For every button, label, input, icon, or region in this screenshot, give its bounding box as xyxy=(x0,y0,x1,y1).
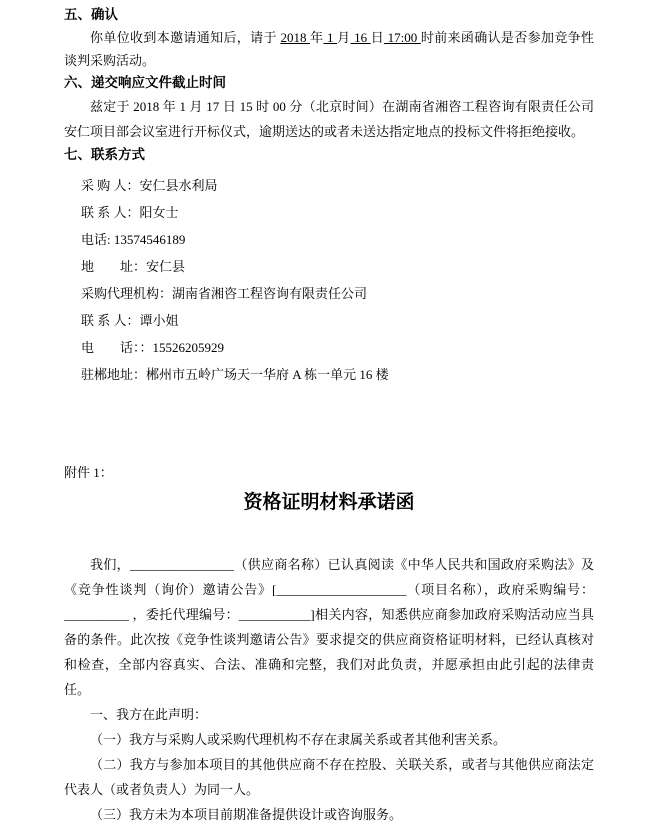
attachment-body xyxy=(64,552,594,827)
contact-line-agency-contact: 联 系 人：谭小姐 xyxy=(81,313,179,328)
contact-line-phone: 电话: 13574546189 xyxy=(81,232,186,247)
contact-line-agency-phone: 电 话：：15526205929 xyxy=(81,340,225,355)
declaration-item-1: （一）我方与采购人或采购代理机构不存在隶属关系或者其他利害关系。 xyxy=(90,732,507,747)
declaration-item-2: （二）我方与参加本项目的其他供应商不存在控股、关联关系，或者与其他供应商法定代表人（或者负责人）为同一人。 xyxy=(64,757,594,797)
contact-line-address: 地 址：安仁县 xyxy=(81,259,186,274)
contact-line-agency: 采购代理机构：湖南省湘咨工程咨询有限责任公司 xyxy=(81,286,368,301)
attachment-title: 资格证明材料承诺函 xyxy=(243,492,415,513)
section-heading-deadline: 六、递交响应文件截止时间 xyxy=(64,75,226,90)
attachment-intro-paragraph: 我们，________________（供应商名称）已认真阅读《中华人民共和国政府采购法》及《竞争性谈判（询价）邀请公告》[____________________（项目名称），政府采购编号：__________ ，委托代理编号：___________]相关内容，知悉供应商参加政府采购活动应当具备的条件。此次按《竞争性谈判邀请公告》要求提交的供应商资格证明材料，已经认真核对和检查，全部内容真实、合法、准确和完整，我们对此负责，并愿承担由此引起的法律责任。 xyxy=(64,557,594,697)
declaration-heading: 一、我方在此声明： xyxy=(90,707,208,722)
section-heading-contact: 七、联系方式 xyxy=(64,147,145,162)
attachment-label: 附件 1： xyxy=(64,465,113,480)
confirm-paragraph: 你单位收到本邀请通知后，请于 2018 年 1 月 16 日 17:00 时前来函确认是否参加竞争性谈判采购活动。 xyxy=(64,30,595,68)
contact-line-purchaser: 采 购 人：安仁县水利局 xyxy=(81,178,218,193)
section-heading-confirm: 五、确认 xyxy=(64,7,118,22)
declaration-item-3: （三）我方未为本项目前期准备提供设计或咨询服务。 xyxy=(90,807,403,822)
contact-info-block xyxy=(64,172,594,388)
contact-line-chenzhou-address: 驻郴地址：郴州市五岭广场天一华府 A 栋一单元 16 楼 xyxy=(81,367,389,382)
contact-line-contact-person: 联 系 人：阳女士 xyxy=(81,205,179,220)
deadline-paragraph: 兹定于 2018 年 1 月 17 日 15 时 00 分（北京时间）在湖南省湘咨工程咨询有限责任公司安仁项目部会议室进行开标仪式，逾期送达的或者未送达指定地点的投标文件将拒绝接收。 xyxy=(64,99,594,139)
